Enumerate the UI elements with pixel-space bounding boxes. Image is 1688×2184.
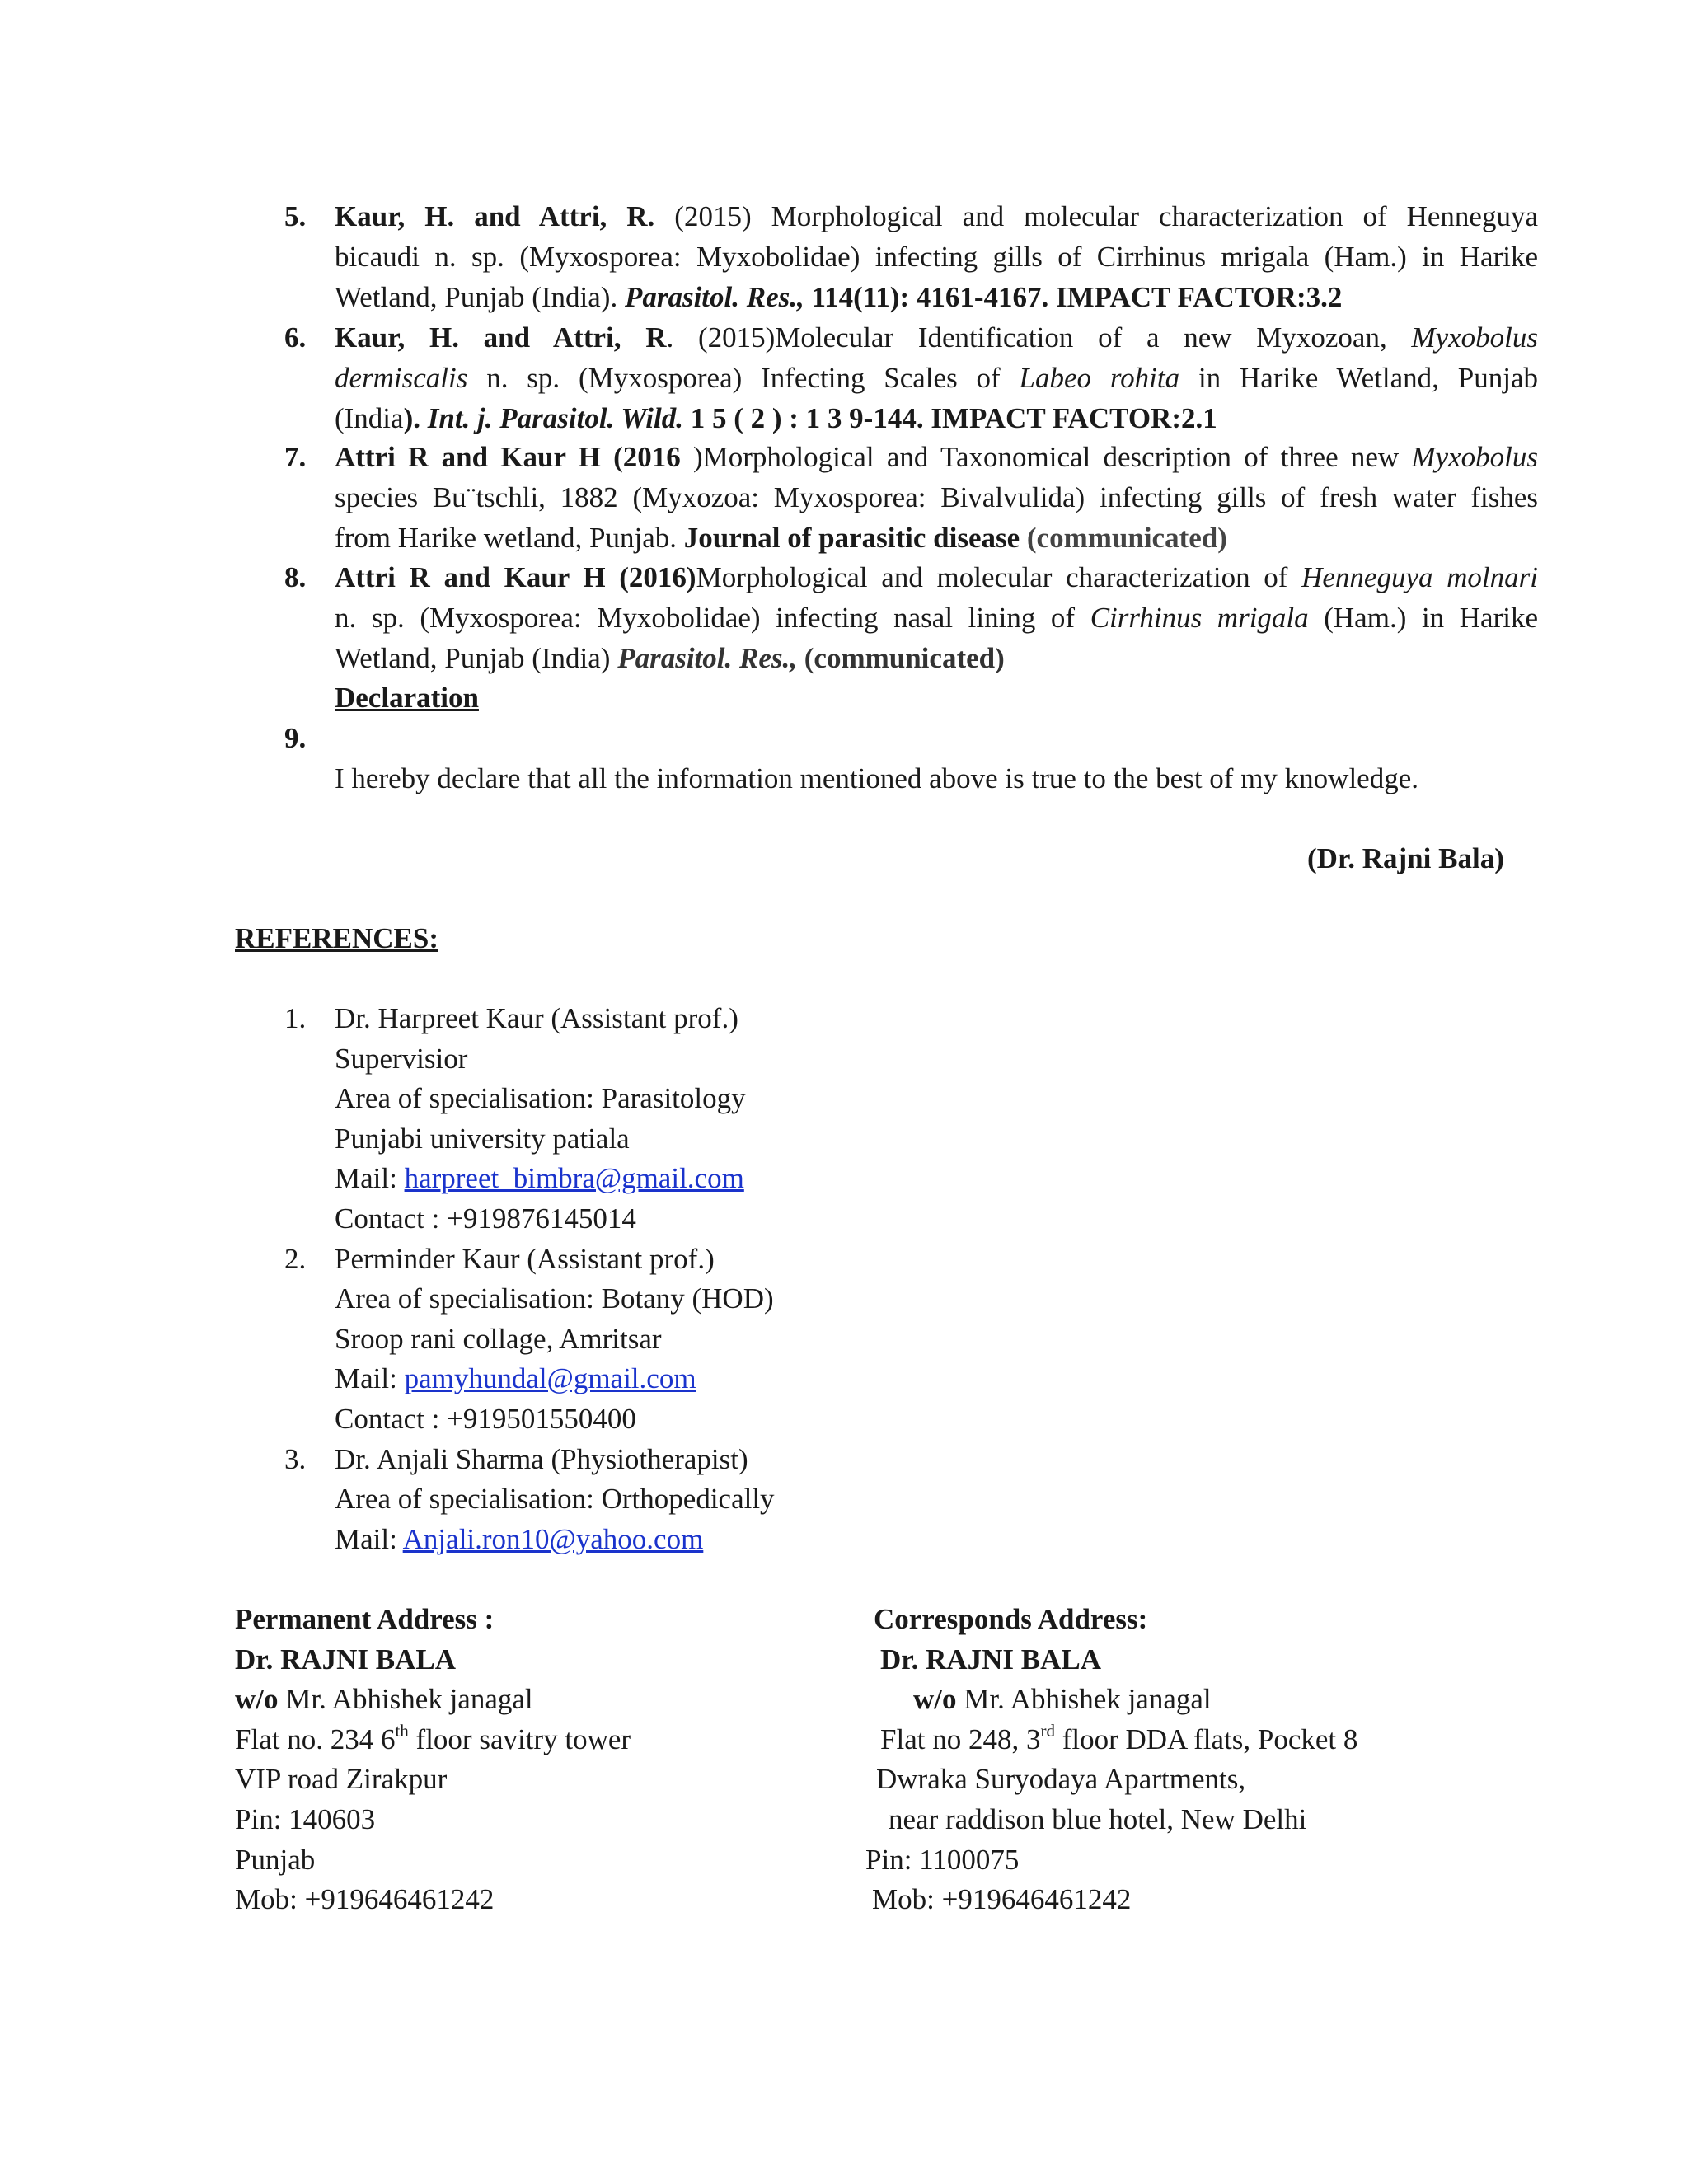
reference-mail: Mail: pamyhundal@gmail.com xyxy=(335,1362,696,1394)
reference-number: 2. xyxy=(284,1243,307,1275)
reference-mail: Mail: harpreet_bimbra@gmail.com xyxy=(335,1162,744,1194)
journal-name: Int. j. Parasitol. Wild. xyxy=(427,402,683,434)
publication-number: 5. xyxy=(284,200,307,232)
publication-authors: Attri R and Kaur H (2016) xyxy=(335,561,696,593)
corresponds-address-mob: Mob: +919646461242 xyxy=(872,1883,1132,1915)
declaration-heading: Declaration xyxy=(335,682,479,714)
references-heading: REFERENCES: xyxy=(235,922,438,954)
permanent-address-flat: Flat no. 234 6th floor savitry tower xyxy=(235,1721,631,1755)
publication-number: 8. xyxy=(284,561,307,593)
journal-name: Parasitol. Res., xyxy=(617,642,797,674)
corresponds-address-line: Dwraka Suryodaya Apartments, xyxy=(876,1763,1246,1795)
declaration-text: I hereby declare that all the information mentioned above is true to the best of my knowledge. xyxy=(335,762,1418,794)
corresponds-address-wo: w/o Mr. Abhishek janagal xyxy=(913,1683,1212,1715)
publication-entry: Attri R and Kaur H (2016 )Morphological and Taxonomical description of three new Myxobolus species Bu¨tschli, 1882 (Myxozoa: Myxosporea: Bivalvulida) infecting gills of fresh water fishes from Harike wetland, Punjab. Journal of parasitic disease (communicated) xyxy=(335,441,1538,554)
journal-name: Parasitol. Res., xyxy=(624,281,804,313)
email-link[interactable]: Anjali.ron10@yahoo.com xyxy=(402,1523,704,1555)
reference-number: 3. xyxy=(284,1443,307,1475)
reference-line: Area of specialisation: Orthopedically xyxy=(335,1483,775,1515)
email-link[interactable]: harpreet_bimbra@gmail.com xyxy=(404,1162,744,1194)
reference-contact: Contact : +919501550400 xyxy=(335,1403,636,1435)
corresponds-address-pin: Pin: 1100075 xyxy=(865,1844,1020,1876)
corresponds-address-line: near raddison blue hotel, New Delhi xyxy=(889,1803,1307,1835)
reference-line: Area of specialisation: Parasitology xyxy=(335,1082,746,1114)
reference-line: Sroop rani collage, Amritsar xyxy=(335,1323,662,1355)
reference-line: Area of specialisation: Botany (HOD) xyxy=(335,1282,774,1315)
journal-name: Journal of parasitic disease xyxy=(683,522,1020,554)
publication-authors: Kaur, H. and Attri, R. xyxy=(335,200,655,232)
permanent-address-name: Dr. RAJNI BALA xyxy=(235,1643,457,1675)
reference-line: Supervisior xyxy=(335,1043,468,1075)
publication-authors: Attri R and Kaur H (2016 xyxy=(335,441,693,473)
reference-contact: Contact : +919876145014 xyxy=(335,1202,636,1235)
corresponds-address-flat: Flat no 248, 3rd floor DDA flats, Pocket 8 xyxy=(880,1721,1358,1755)
reference-name: Dr. Harpreet Kaur (Assistant prof.) xyxy=(335,1002,738,1034)
reference-name: Dr. Anjali Sharma (Physiotherapist) xyxy=(335,1443,748,1475)
permanent-address-pin: Pin: 140603 xyxy=(235,1803,376,1835)
corresponds-address-name: Dr. RAJNI BALA xyxy=(880,1643,1102,1675)
publication-entry: Attri R and Kaur H (2016)Morphological and molecular characterization of Henneguya molnari n. sp. (Myxosporea: Myxobolidae) infecting nasal lining of Cirrhinus mrigala (Ham.) in Harike Wetland, Punjab (India) Parasitol. Res., (communicated) xyxy=(335,561,1538,674)
publication-number: 7. xyxy=(284,441,307,473)
permanent-address-road: VIP road Zirakpur xyxy=(235,1763,448,1795)
reference-name: Perminder Kaur (Assistant prof.) xyxy=(335,1243,715,1275)
corresponds-address-heading: Corresponds Address: xyxy=(874,1603,1148,1635)
publication-entry: Kaur, H. and Attri, R. (2015)Molecular Identification of a new Myxozoan, Myxobolus dermiscalis n. sp. (Myxosporea) Infecting Scales of Labeo rohita in Harike Wetland, Punjab (India). Int. j. Parasitol. Wild. 1 5 ( 2 ) : 1 3 9-144. IMPACT FACTOR:2.1 xyxy=(335,321,1538,434)
email-link[interactable]: pamyhundal@gmail.com xyxy=(404,1362,696,1394)
publication-authors: Kaur, H. and Attri, R xyxy=(335,321,667,354)
publication-number: 6. xyxy=(284,321,307,354)
declaration-number: 9. xyxy=(284,722,307,754)
permanent-address-state: Punjab xyxy=(235,1844,316,1876)
permanent-address-mob: Mob: +919646461242 xyxy=(235,1883,495,1915)
reference-mail: Mail: Anjali.ron10@yahoo.com xyxy=(335,1523,704,1555)
reference-number: 1. xyxy=(284,1002,307,1034)
permanent-address-heading: Permanent Address : xyxy=(235,1603,495,1635)
publication-entry: Kaur, H. and Attri, R. (2015) Morphological and molecular characterization of Henneguya bicaudi n. sp. (Myxosporea: Myxobolidae) infecting gills of Cirrhinus mrigala (Ham.) in Harike Wetland, Punjab (India). Parasitol. Res., 114(11): 4161-4167. IMPACT FACTOR:3.2 xyxy=(335,200,1539,313)
permanent-address-wo: w/o Mr. Abhishek janagal xyxy=(235,1683,533,1715)
reference-line: Punjabi university patiala xyxy=(335,1122,630,1155)
signature: (Dr. Rajni Bala) xyxy=(1307,842,1504,874)
